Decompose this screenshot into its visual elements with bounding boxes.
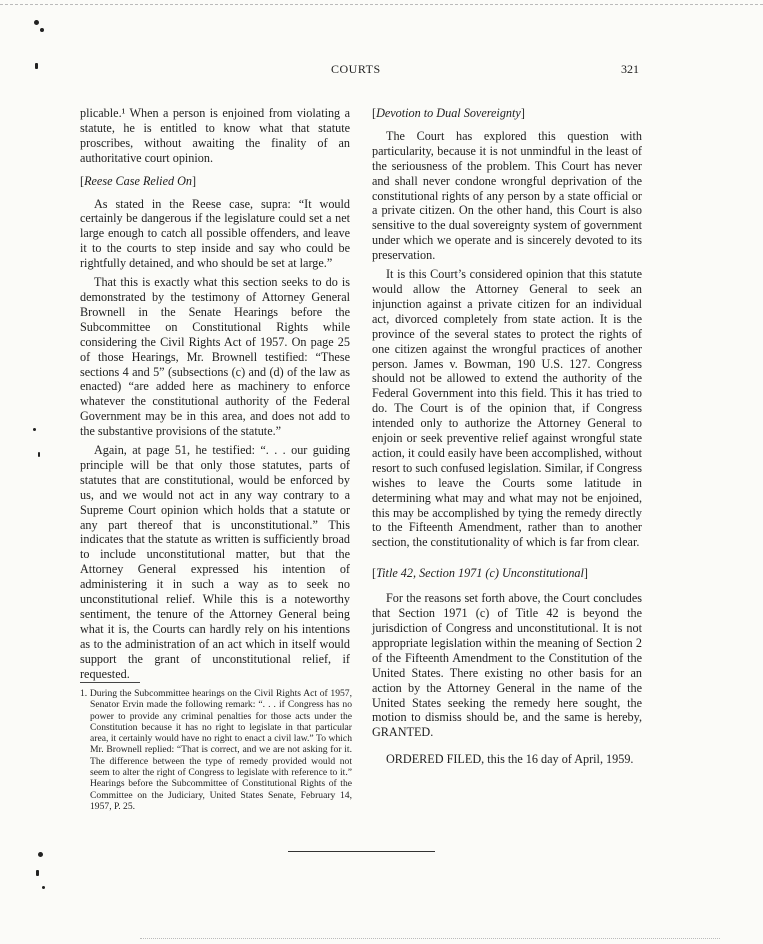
section-heading: [Devotion to Dual Sovereignty] bbox=[372, 106, 525, 120]
paragraph: As stated in the Reese case, supra: “It would certainly be dangerous if the legislature could set a net large enough to catch all possible offenders, and leave it to the courts to step inside and say who could be rightfully detained, and who should be set at large.” bbox=[80, 196, 350, 271]
page-bottom-edge bbox=[140, 938, 720, 939]
section-heading-text: Devotion to Dual Sovereignty bbox=[376, 106, 521, 120]
left-column bbox=[80, 106, 350, 686]
margin-mark bbox=[34, 20, 39, 25]
paragraph: Again, at page 51, he testified: “. . . our guiding principle will be that only those statutes, parts of statutes that are constitutional, would be enforced by us, and we would not act in any way contrary to a Supreme Court opinion which holds that a statute or any part thereof that is unconstitutional.” This indicates that the statute as written is sufficiently broad to include unconstitutional matter, but that the Attorney General expressed his intention of administering it in such a way as to seek no unconstitutional relief. While this is a noteworthy sentiment, the tenure of the Attorney General being what it is, the Courts can hardly rely on his intentions as to the administration of an act which in itself would support the grant of unconstitutional relief, if requested. bbox=[80, 443, 350, 681]
paragraph: The Court has explored this question with particularity, because it is not unmindful in the least of the seriousness of the problem. This Court has never and shall never condone wrongful deprivation of the constitutional rights of any person by a state official or a private citizen. On the other hand, this Court is also sensitive to the dual sovereignty system of government under which we operate and is sincerely devoted to its preservation. bbox=[372, 128, 642, 263]
paragraph: For the reasons set forth above, the Court concludes that Section 1971 (c) of Title 42 is beyond the jurisdiction of Congress and unconstitutional. It is not appropriate legislation within the meaning of Section 2 of the Fifteenth Amendment to the Constitution of the United States. There existing no other basis for an action by the Attorney General in the name of the United States seeking the remedy here sought, the motion to dismiss should be, and the same is hereby, GRANTED. bbox=[372, 591, 642, 740]
margin-mark bbox=[42, 886, 45, 889]
section-heading: [Reese Case Relied On] bbox=[80, 173, 197, 188]
margin-mark bbox=[38, 852, 43, 857]
order-line: ORDERED FILED, this the 16 day of April, 1959. bbox=[386, 752, 634, 767]
margin-mark bbox=[40, 28, 44, 32]
page-top-edge bbox=[0, 4, 763, 5]
section-heading-text: Title 42, Section 1971 (c) Unconstitutional bbox=[376, 566, 584, 581]
margin-mark bbox=[33, 428, 36, 431]
paragraph: That this is exactly what this section seeks to do is demonstrated by the testimony of Attorney General Brownell in the Senate Hearings before the Subcommittee on Constitutional Rights while considering the Civil Rights Act of 1957. On page 25 of those Hearings, Mr. Brownell testified: “These sections 4 and 5” (subsections (c) and (d) of the law as enacted) “are added here as machinery to enforce whatever the constitutional authority of the Federal Government may be in this area, and does not add to the substantive provisions of the statute.” bbox=[80, 275, 350, 439]
section-heading: [Title 42, Section 1971 (c) Unconstitutional] bbox=[372, 566, 588, 581]
end-rule bbox=[288, 851, 435, 852]
right-column bbox=[372, 106, 642, 771]
section-heading-text: Reese Case Relied On bbox=[84, 173, 193, 188]
paragraph: It is this Court’s considered opinion that this statute would allow the Attorney General to seek an injunction against a private citizen for an individual act, divorced completely from state action. It is the province of the several states to protect the rights of one citizen against the wrongful practices of another person. James v. Bowman, 190 U.S. 127. Congress should not be allowed to extend the authority of the Federal Government into this field. This it has tried to do. The Court is of the opinion that, if Congress intended only to authorize the Attorney General to enjoin or seek preventive relief against wrongful state action, it could easily have been accomplished, without resort to such confused legislation. Similar, if Congress wishes to leave the Courts some latitude in determining what may and what may not be enjoined, this may be accomplished by tying the remedy directly to the Fifteenth Amendment, rather than to another section, the constitutionality of which is far from clear. bbox=[372, 267, 642, 550]
running-head: COURTS bbox=[331, 62, 381, 76]
page-number: 321 bbox=[621, 62, 639, 76]
margin-mark bbox=[36, 870, 39, 876]
paragraph: plicable.¹ When a person is enjoined from violating a statute, he is entitled to know what that statute proscribes, without awaiting the finality of an authoritative court opinion. bbox=[80, 106, 350, 165]
footnote: 1. During the Subcommittee hearings on the Civil Rights Act of 1957, Senator Ervin made the following remark: “. . . if Congress has no power to provide any criminal penalties for those acts under the Constitution because it has no right to legislate in that particular area, it certainly would have no right to enact a civil law.” To which Mr. Brownell replied: “That is correct, and we are not asking for it. The difference between the type of remedy provided would not seem to alter the right of Congress to legislate with reference to it.” Hearings before the Subcommittee of Constitutional Rights of the Committee on the Judiciary, United States Senate, February 14, 1957, P. 25. bbox=[80, 688, 352, 812]
page-header bbox=[0, 62, 763, 82]
footnote-rule bbox=[80, 682, 140, 683]
margin-mark bbox=[38, 452, 40, 457]
